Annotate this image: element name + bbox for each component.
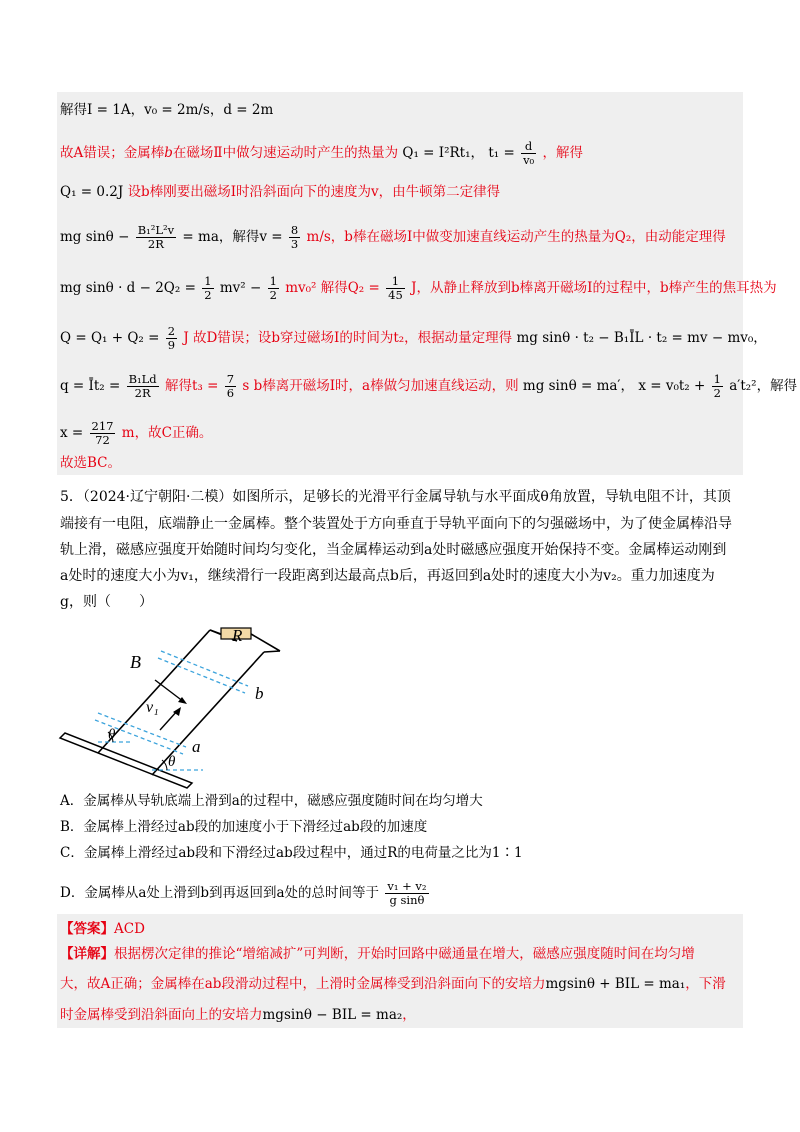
answer-line — [60, 920, 145, 938]
label-v1: v₁ — [146, 699, 159, 716]
option-B: B．金属棒上滑经过ab段的加速度小于下滑经过ab段的加速度 — [60, 819, 428, 835]
inclined-rails-figure — [55, 620, 345, 790]
question-line-1: 5．（2024·辽宁朝阳·二模）如图所示，足够长的光滑平行金属导轨与水平面成θ角放置，导轨电阻不计，其顶 — [60, 489, 731, 505]
solution-line-5: mg sinθ · d − 2Q₂ = $\frac{1}{2}$ mv² − $\frac{1}{2}$ mv₀² 解得Q₂ = $\frac{1}{45}$ J，从静止释放到b棒离开磁场Ⅰ的过程中，b棒产生的焦耳热为 — [60, 274, 777, 302]
solution-line-1: 解得I = 1A，v₀ = 2m/s，d = 2m — [60, 102, 274, 118]
question-line-5: g，则（ ） — [60, 594, 153, 610]
question-line-3: 轨上滑，磁感应强度开始随时间均匀变化，当金属棒运动到a处时磁感应强度开始保持不变。金属棒运动刚到 — [60, 542, 727, 558]
label-a: a — [192, 737, 201, 756]
solution-line-7: q = Īt₂ = $\frac{\text{B₁Ld}}{2R}$ 解得t₃ = $\frac{7}{6}$ s b棒离开磁场Ⅰ时，a棒做匀加速直线运动，则 mg sinθ = ma′， x = v₀t₂ + $\frac{1}{2}$ a′t₂²，解得 — [60, 372, 798, 400]
detail-tag: 【详解】 — [60, 946, 114, 962]
question-line-4: a处时的速度大小为v₁，继续滑行一段距离到达最高点b后，再返回到a处时的速度大小为v₂。重力加速度为 — [60, 568, 715, 584]
answer-value: ACD — [114, 921, 145, 937]
option-C: C．金属棒上滑经过ab段和下滑经过ab段过程中，通过R的电荷量之比为1∶1 — [60, 845, 523, 861]
detail-line-1: 【详解】根据楞次定律的推论“增缩减扩”可判断，开始时回路中磁通量在增大，磁感应强度随时间在均匀增 — [60, 946, 695, 962]
solution-conclusion: 故选BC。 — [60, 455, 122, 471]
label-theta-2: θ — [168, 754, 176, 770]
answer-tag: 【答案】 — [60, 921, 114, 937]
detail-line-2: 大，故A正确；金属棒在ab段滑动过程中，上滑时金属棒受到沿斜面向下的安培力mgsinθ + BIL = ma₁，下滑 — [60, 976, 726, 992]
label-b: b — [255, 684, 264, 703]
detail-line-3: 时金属棒受到沿斜面向上的安培力mgsinθ − BIL = ma₂， — [60, 1007, 416, 1023]
solution-line-3: Q₁ = 0.2J 设b棒刚要出磁场Ⅰ时沿斜面向下的速度为v，由牛顿第二定律得 — [60, 184, 501, 200]
question-line-2: 端接有一电阻，底端静止一金属棒。整个装置处于方向垂直于导轨平面向下的匀强磁场中，为了使金属棒沿导 — [60, 516, 732, 532]
label-theta-1: θ — [108, 727, 116, 743]
solution-line-6: Q = Q₁ + Q₂ = $\frac{2}{9}$ J 故D错误；设b穿过磁场Ⅰ的时间为t₂，根据动量定理得 mg sinθ · t₂ − B₁ĪL · t₂ = mv − mv₀， — [60, 324, 767, 352]
solution-line-4: mg sinθ − $\frac{\text{B₁²L²v}}{2R}$ = ma，解得v = $\frac{8}{3}$ m/s，b棒在磁场Ⅰ中做变加速直线运动产生的热量为Q₂，由动能定理得 — [60, 223, 726, 251]
option-A: A．金属棒从导轨底端上滑到a的过程中，磁感应强度随时间在均匀增大 — [60, 793, 483, 809]
solution-line-2: 故A错误；金属棒b在磁场Ⅱ中做匀速运动时产生的热量为 Q₁ = I²Rt₁， t₁ = $\frac{d}{\text{v₀}}$ ，解得 — [60, 139, 583, 167]
label-R: R — [232, 626, 243, 645]
label-B: B — [130, 652, 141, 672]
option-D: D．金属棒从a处上滑到b到再返回到a处的总时间等于 $\frac{\text{v₁ + v₂}}{\text{g sinθ}}$ — [60, 879, 427, 907]
solution-line-8: x = $\frac{217}{72}$ m，故C正确。 — [60, 419, 213, 447]
